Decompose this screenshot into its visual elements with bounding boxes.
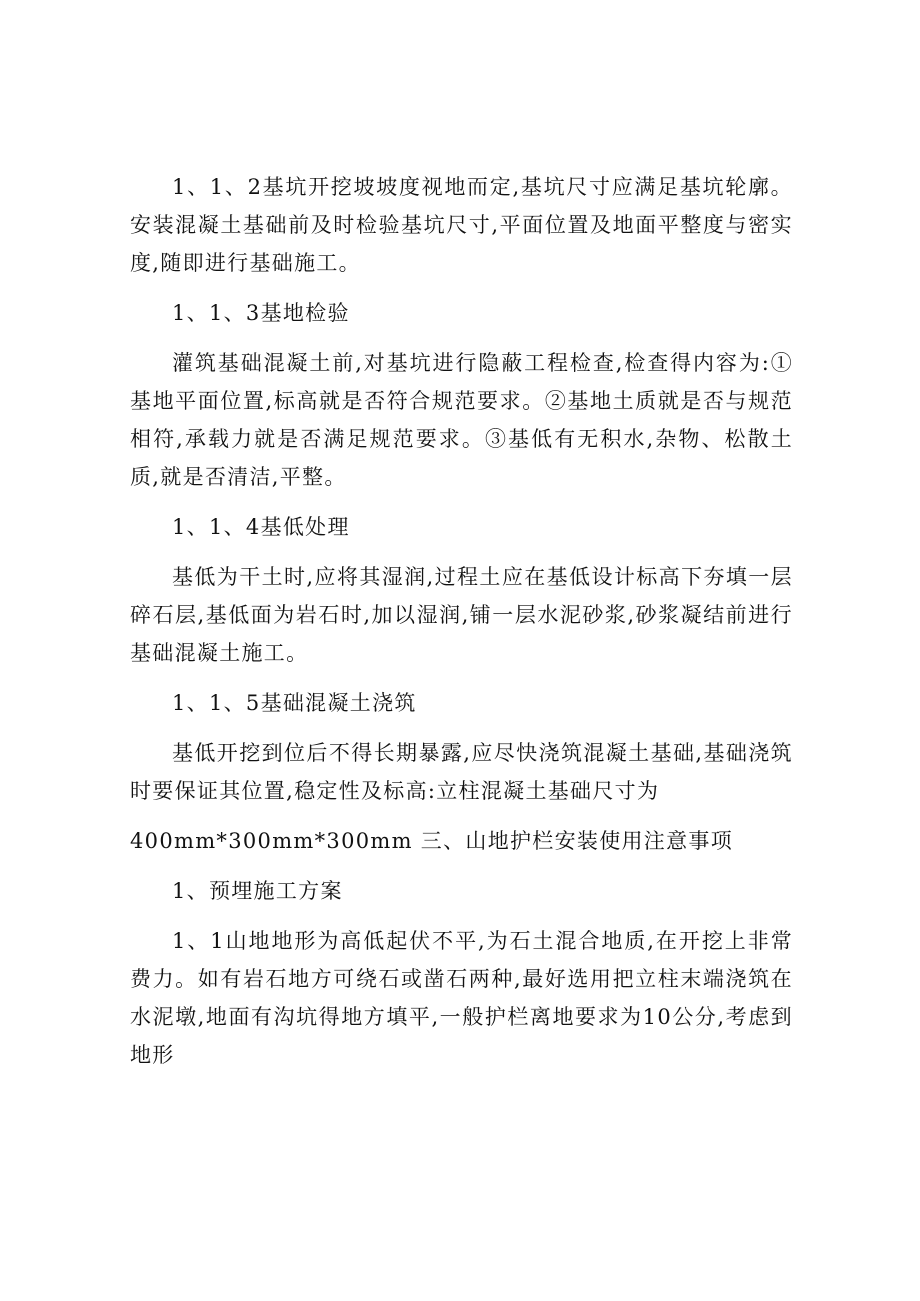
heading-1-1-5: 1、1、5基础混凝土浇筑 xyxy=(172,691,417,715)
paragraph-base-treatment: 基低为干土时,应将其湿润,过程土应在基低设计标高下夯填一层碎石层,基低面为岩石时,加以湿润,铺一层水泥砂浆,砂浆凝结前进行基础混凝土施工。 xyxy=(130,565,793,665)
heading-1-1-4: 1、1、4基低处理 xyxy=(172,515,350,539)
heading-1-1-3: 1、1、3基地检验 xyxy=(172,301,350,325)
heading-1-embedding-plan: 1、预埋施工方案 xyxy=(172,879,343,903)
paragraph-inspection: 灌筑基础混凝土前,对基坑进行隐蔽工程检查,检查得内容为:①基地平面位置,标高就是否符合规范要求。②基地土质就是否与规范相符,承载力就是否满足规范要求。③基低有无积水,杂物、松散土质,就是否清洁,平整。 xyxy=(130,351,793,489)
document-body xyxy=(130,168,793,1086)
paragraph-concrete-pouring: 基低开挖到位后不得长期暴露,应尽快浇筑混凝土基础,基础浇筑时要保证其位置,稳定性及标高:立柱混凝土基础尺寸为 xyxy=(130,741,793,803)
paragraph-mountain-terrain: 1、1山地地形为高低起伏不平,为石土混合地质,在开挖上非常费力。如有岩石地方可绕石或凿石两种,最好选用把立柱末端浇筑在水泥墩,地面有沟坑得地方填平,一般护栏离地要求为10公分,考虑到地形 xyxy=(130,929,793,1067)
paragraph-1-1-2: 1、1、2基坑开挖坡坡度视地而定,基坑尺寸应满足基坑轮廓。安装混凝土基础前及时检验基坑尺寸,平面位置及地面平整度与密实度,随即进行基础施工。 xyxy=(130,175,793,275)
paragraph-dimensions-section-3: 400mm*300mm*300mm 三、山地护栏安装使用注意事项 xyxy=(130,829,733,853)
